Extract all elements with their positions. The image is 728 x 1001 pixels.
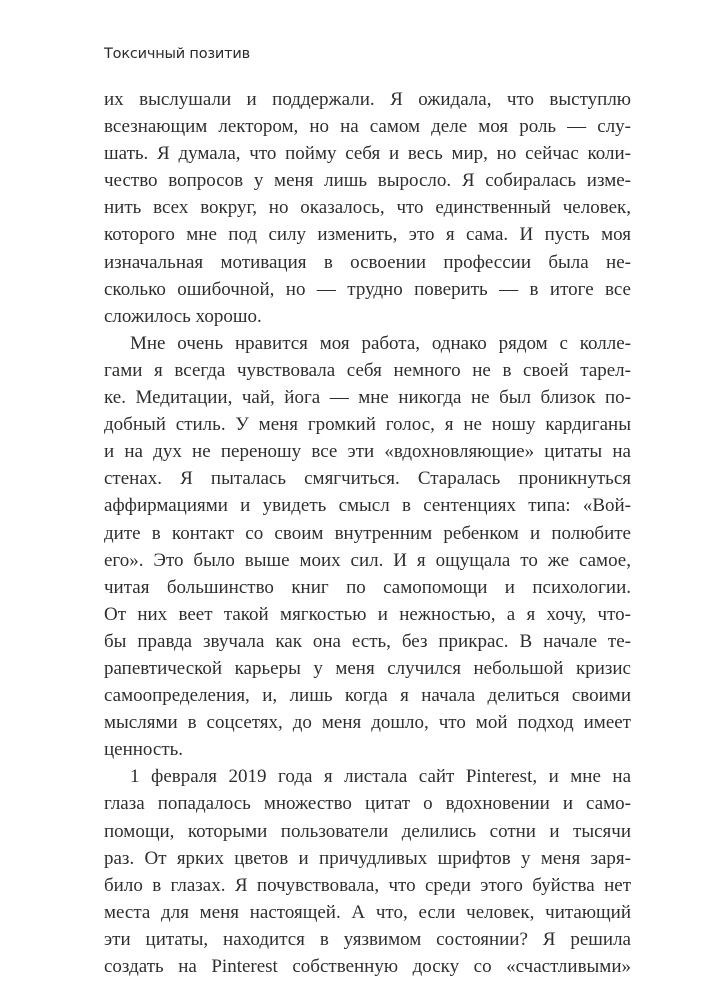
- running-head-title: Токсичный позитив: [104, 46, 250, 62]
- text-line: било в глазах. Я почувствовала, что среди этого буйства нет: [104, 874, 631, 896]
- text-line: всезнающим лектором, но на самом деле моя роль — слу-: [104, 116, 631, 138]
- text-line: стенах. Я пыталась смягчиться. Старалась проникнуться: [104, 468, 631, 490]
- text-line: эти цитаты, находится в уязвимом состоянии? Я решила: [104, 928, 631, 950]
- paragraph: [104, 330, 631, 764]
- text-line: 1 февраля 2019 года я листала сайт Pinterest, и мне на: [130, 766, 631, 788]
- text-line: нить всех вокруг, но оказалось, что единственный человек,: [104, 197, 631, 219]
- text-line: От них веет такой мягкостью и нежностью, а я хочу, что-: [104, 603, 631, 625]
- text-line: сложилось хорошо.: [104, 305, 262, 327]
- text-line: шать. Я думала, что пойму себя и весь мир, но сейчас коли-: [104, 143, 631, 165]
- text-line: мыслями в соцсетях, до меня дошло, что мой подход имеет: [104, 712, 631, 734]
- text-line: гами я всегда чувствовала себя немного не в своей тарел-: [104, 359, 631, 381]
- text-line: самоопределения, и, лишь когда я начала делиться своими: [104, 685, 631, 707]
- text-line: места для меня настоящей. А что, если человек, читающий: [104, 901, 631, 923]
- text-line: читая большинство книг по самопомощи и психологии.: [104, 576, 631, 598]
- text-line: их выслушали и поддержали. Я ожидала, что выступлю: [104, 89, 631, 110]
- page-body-text: [104, 86, 631, 980]
- text-line: аффирмациями и увидеть смысл в сентенциях типа: «Вой-: [104, 495, 631, 517]
- text-line: чество вопросов у меня лишь выросло. Я собиралась изме-: [104, 170, 631, 192]
- text-line: глаза попадалось множество цитат о вдохновении и само-: [104, 793, 631, 815]
- text-line: бы правда звучала как она есть, без прикрас. В начале те-: [104, 630, 631, 652]
- paragraph: [104, 86, 631, 330]
- text-line: которого мне под силу изменить, это я сама. И пусть моя: [104, 224, 631, 246]
- text-line: дите в контакт со своим внутренним ребенком и полюбите: [104, 522, 631, 544]
- text-line: раз. От ярких цветов и причудливых шрифтов у меня заря-: [104, 847, 631, 869]
- text-line: рапевтической карьеры у меня случился небольшой кризис: [104, 657, 631, 679]
- text-line: его». Это было выше моих сил. И я ощущала то же самое,: [104, 549, 631, 571]
- text-line: изначальная мотивация в освоении профессии была не-: [104, 251, 631, 273]
- text-line: Мне очень нравится моя работа, однако рядом с колле-: [130, 332, 631, 354]
- text-line: помощи, которыми пользователи делились сотни и тысячи: [104, 820, 631, 842]
- paragraph: [104, 763, 631, 980]
- text-line: сколько ошибочной, но — трудно поверить — в итоге все: [104, 278, 631, 300]
- text-line: добный стиль. У меня громкий голос, я не ношу кардиганы: [104, 414, 631, 436]
- text-line: и на дух не переношу все эти «вдохновляющие» цитаты на: [104, 441, 631, 463]
- text-line: создать на Pinterest собственную доску со «счастливыми»: [104, 956, 631, 977]
- text-line: ценность.: [104, 739, 184, 761]
- text-line: ке. Медитации, чай, йога — мне никогда не был близок по-: [104, 387, 631, 409]
